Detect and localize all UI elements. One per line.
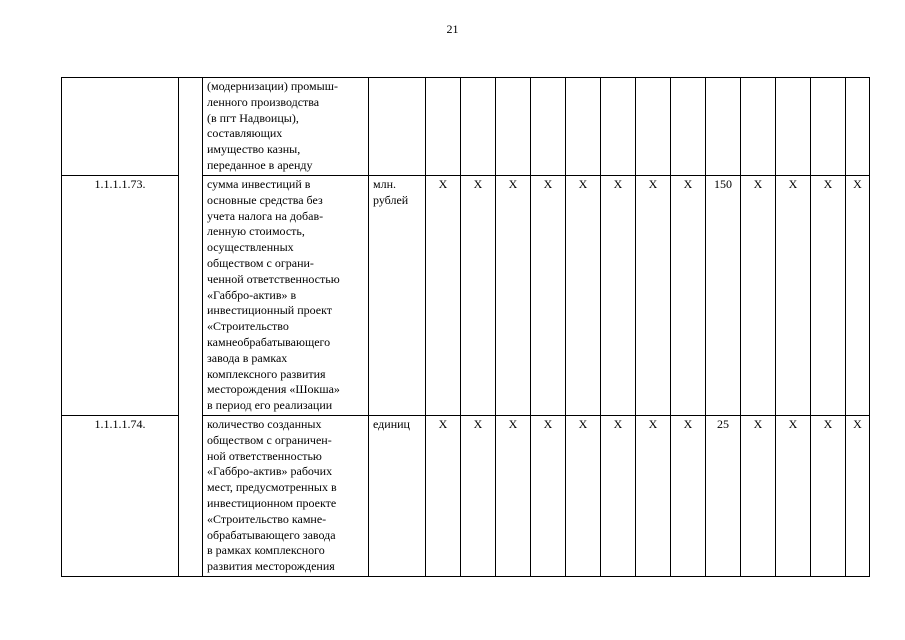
value-cell [741,78,776,176]
value-cell: Х [426,415,461,576]
value-cell: Х [461,176,496,416]
value-cell [636,78,671,176]
value-cell: Х [741,415,776,576]
value-cell [461,78,496,176]
indicator-description-cell: (модернизации) промыш- ленного производства (в пгт Надвоицы), составляющих имущество казны, переданное в аренду [203,78,369,176]
value-cell: Х [776,176,811,416]
value-cell: Х [426,176,461,416]
value-cell: Х [531,415,566,576]
value-cell: Х [496,415,531,576]
blank-cell [179,415,203,576]
indicator-description-cell: сумма инвестиций в основные средства без учета налога на добав- ленную стоимость, осуществленных обществом с ограни- ченной ответственностью «Габбро-актив» в инвестиционный проект «Строительство камнеобрабатывающего завода в рамках комплексного развития месторождения «Шокша» в период его реализации [203,176,369,416]
table-row [62,415,870,576]
value-cell: Х [671,176,706,416]
value-cell: Х [811,176,846,416]
value-cell: Х [461,415,496,576]
indicator-description-cell: количество созданных обществом с ограничен- ной ответственностью «Габбро-актив» рабочих мест, предусмотренных в инвестиционном проекте «Строительство камне- обрабатывающего завода в рамках комплексного развития месторождения [203,415,369,576]
table-row [62,176,870,416]
unit-cell: единиц [369,415,426,576]
value-cell [496,78,531,176]
row-number-cell [62,78,179,176]
value-cell [566,78,601,176]
value-cell: 25 [706,415,741,576]
blank-cell [179,176,203,416]
value-cell [776,78,811,176]
table-row [62,78,870,176]
indicators-table [61,77,870,577]
blank-cell [179,78,203,176]
value-cell: 150 [706,176,741,416]
value-cell: Х [741,176,776,416]
value-cell: Х [601,415,636,576]
row-number-cell: 1.1.1.1.74. [62,415,179,576]
value-cell: Х [601,176,636,416]
value-cell [811,78,846,176]
value-cell [671,78,706,176]
value-cell: Х [496,176,531,416]
value-cell: Х [566,415,601,576]
value-cell [426,78,461,176]
value-cell: Х [846,415,870,576]
value-cell [531,78,566,176]
value-cell: Х [776,415,811,576]
page-number: 21 [446,22,459,36]
row-number-cell: 1.1.1.1.73. [62,176,179,416]
value-cell: Х [566,176,601,416]
value-cell [601,78,636,176]
unit-cell: млн. рублей [369,176,426,416]
value-cell: Х [846,176,870,416]
value-cell [706,78,741,176]
value-cell: Х [636,176,671,416]
value-cell: Х [671,415,706,576]
value-cell: Х [531,176,566,416]
value-cell [846,78,870,176]
value-cell: Х [811,415,846,576]
value-cell: Х [636,415,671,576]
unit-cell [369,78,426,176]
